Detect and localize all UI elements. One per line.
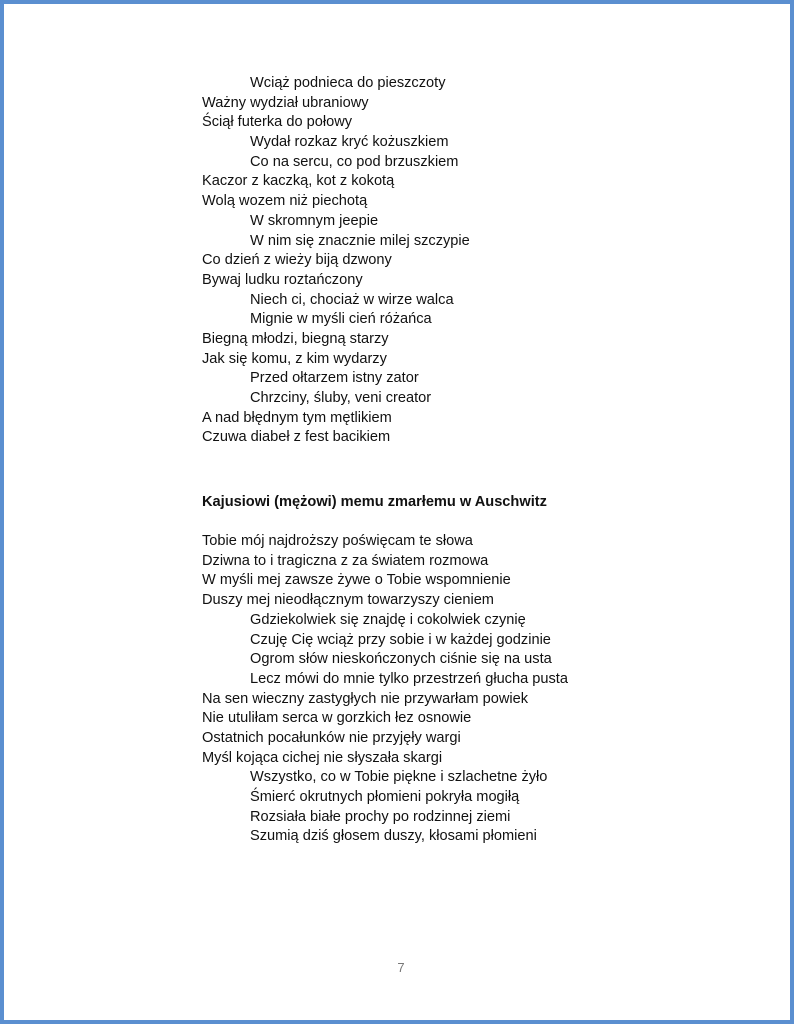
- poem-line: Szumią dziś głosem duszy, kłosami płomieni: [250, 828, 537, 845]
- poem-line: Duszy mej nieodłącznym towarzyszy cieniem: [202, 592, 494, 609]
- poem-line: A nad błędnym tym mętlikiem: [202, 409, 392, 426]
- poem-line: Kaczor z kaczką, kot z kokotą: [202, 173, 395, 190]
- poem-line: Czuję Cię wciąż przy sobie i w każdej godzinie: [250, 631, 551, 648]
- poem-continued: [202, 74, 762, 448]
- poem-line: Biegną młodzi, biegną starzy: [202, 330, 389, 347]
- poem-line: Ściął futerka do połowy: [202, 114, 353, 131]
- poem-line: Mignie w myśli cień różańca: [250, 311, 432, 328]
- poem-line: Śmierć okrutnych płomieni pokryła mogiłą: [250, 789, 520, 805]
- poem-line: W nim się znacznie milej szczypie: [250, 232, 470, 249]
- poem-line: Dziwna to i tragiczna z za światem rozmowa: [202, 552, 489, 569]
- poem-line: Myśl kojąca cichej nie słyszała skargi: [202, 749, 443, 766]
- poem-line: Przed ołtarzem istny zator: [250, 370, 419, 387]
- poem-line: Czuwa diabeł z fest bacikiem: [202, 429, 391, 446]
- poem-line: Co dzień z wieży biją dzwony: [202, 252, 392, 269]
- page-content: [202, 74, 762, 847]
- poem-line: Niech ci, chociaż w wirze walca: [250, 291, 454, 308]
- page-number: 7: [397, 960, 405, 975]
- poem-line: Ważny wydział ubraniowy: [202, 94, 369, 111]
- poem-line: Wszystko, co w Tobie piękne i szlachetne żyło: [250, 769, 548, 786]
- poem-line: Wciąż podnieca do pieszczoty: [250, 75, 446, 91]
- poem-line: Wolą wozem niż piechotą: [202, 193, 368, 210]
- poem-line: Na sen wieczny zastygłych nie przywarłam powiek: [202, 690, 529, 707]
- poem-line: Lecz mówi do mnie tylko przestrzeń głucha pusta: [250, 670, 568, 687]
- poem-line: Nie utuliłam serca w gorzkich łez osnowie: [202, 710, 472, 727]
- poem-line: Bywaj ludku roztańczony: [202, 271, 363, 288]
- poem-line: Gdziekolwiek się znajdę i cokolwiek czynię: [250, 611, 526, 628]
- poem-line: Chrzciny, śluby, veni creator: [250, 390, 432, 406]
- poem-line: Ostatnich pocałunków nie przyjęły wargi: [202, 729, 461, 746]
- poem-line: Wydał rozkaz kryć kożuszkiem: [250, 134, 449, 151]
- poem-line: Jak się komu, z kim wydarzy: [202, 350, 387, 367]
- poem-line: W skromnym jeepie: [250, 212, 379, 229]
- poem-line: Tobie mój najdroższy poświęcam te słowa: [202, 533, 473, 550]
- poem-line: Co na sercu, co pod brzuszkiem: [250, 153, 459, 170]
- poem-title: Kajusiowi (mężowi) memu zmarłemu w Auschwitz: [202, 494, 547, 511]
- poem-body: [202, 532, 762, 847]
- poem-line: Ogrom słów nieskończonych ciśnie się na usta: [250, 651, 552, 668]
- poem-line: W myśli mej zawsze żywe o Tobie wspomnienie: [202, 572, 511, 589]
- poem-line: Rozsiała białe prochy po rodzinnej ziemi: [250, 808, 511, 825]
